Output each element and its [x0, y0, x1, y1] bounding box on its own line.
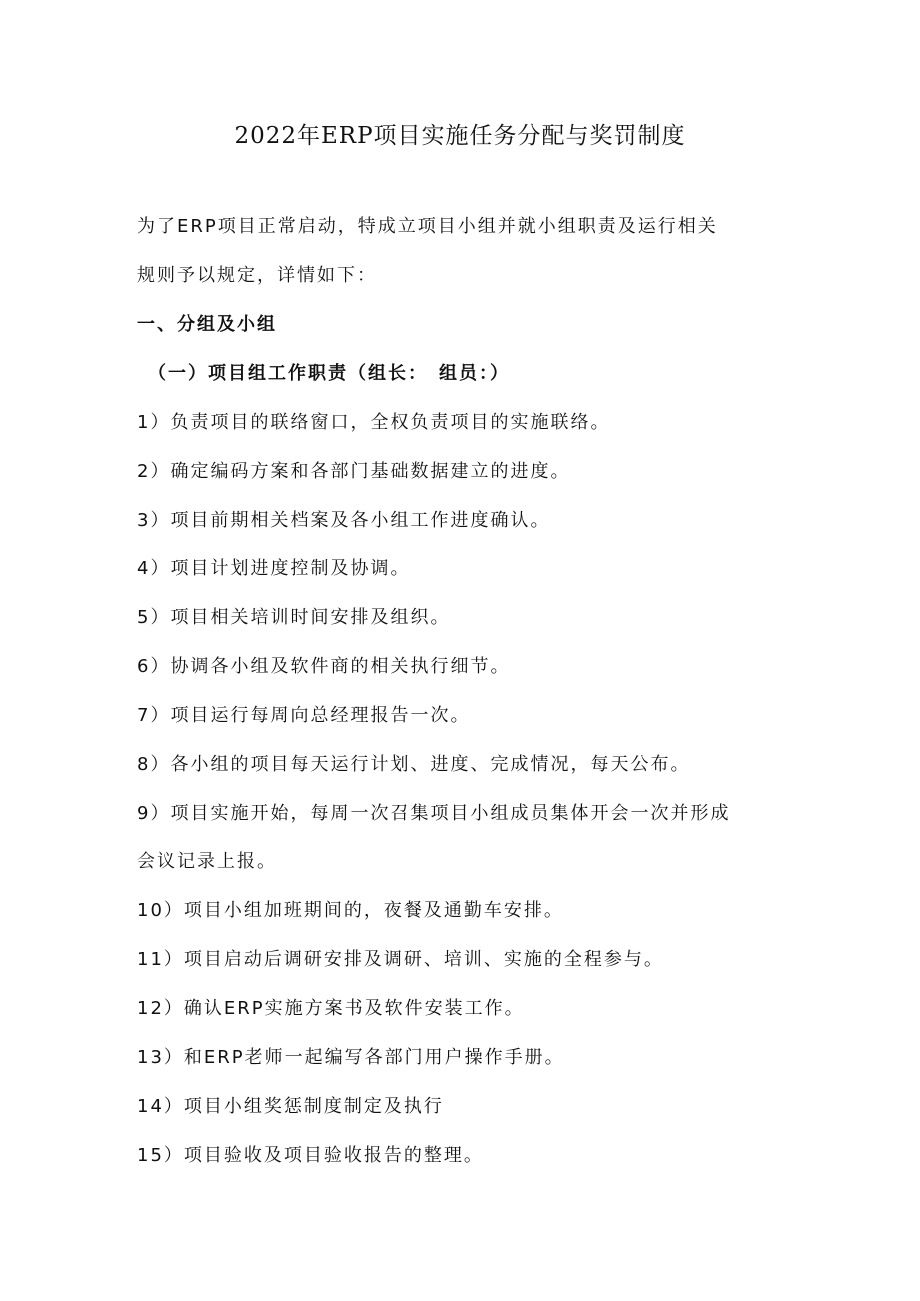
list-item: 15）项目验收及项目验收报告的整理。: [137, 1145, 484, 1166]
list-item-continuation: 会议记录上报。: [137, 851, 277, 872]
list-item: 3）项目前期相关档案及各小组工作进度确认。: [137, 510, 551, 531]
list-item: 1）负责项目的联络窗口，全权负责项目的实施联络。: [137, 412, 611, 433]
list-item: 8）各小组的项目每天运行计划、进度、完成情况，每天公布。: [137, 754, 691, 775]
intro-line-2: 规则予以规定，详情如下：: [137, 265, 377, 286]
page-title: 2022年ERP项目实施任务分配与奖罚制度: [234, 123, 686, 149]
list-item: 12）确认ERP实施方案书及软件安装工作。: [137, 998, 525, 1019]
list-item: 6）协调各小组及软件商的相关执行细节。: [137, 656, 511, 677]
list-item: 9）项目实施开始，每周一次召集项目小组成员集体开会一次并形成: [137, 803, 731, 824]
subsection-heading: （一）项目组工作职责（组长： 组员：）: [148, 363, 510, 384]
list-item: 5）项目相关培训时间安排及组织。: [137, 607, 451, 628]
list-item: 14）项目小组奖惩制度制定及执行: [137, 1096, 444, 1117]
list-item: 13）和ERP老师一起编写各部门用户操作手册。: [137, 1047, 565, 1068]
intro-line-1: 为了ERP项目正常启动，特成立项目小组并就小组职责及运行相关: [137, 216, 718, 237]
list-item: 2）确定编码方案和各部门基础数据建立的进度。: [137, 461, 571, 482]
list-item: 4）项目计划进度控制及协调。: [137, 558, 411, 579]
list-item: 11）项目启动后调研安排及调研、培训、实施的全程参与。: [137, 949, 664, 970]
section-heading: 一、分组及小组: [137, 314, 277, 335]
list-item: 7）项目运行每周向总经理报告一次。: [137, 705, 471, 726]
list-item: 10）项目小组加班期间的，夜餐及通勤车安排。: [137, 900, 564, 921]
